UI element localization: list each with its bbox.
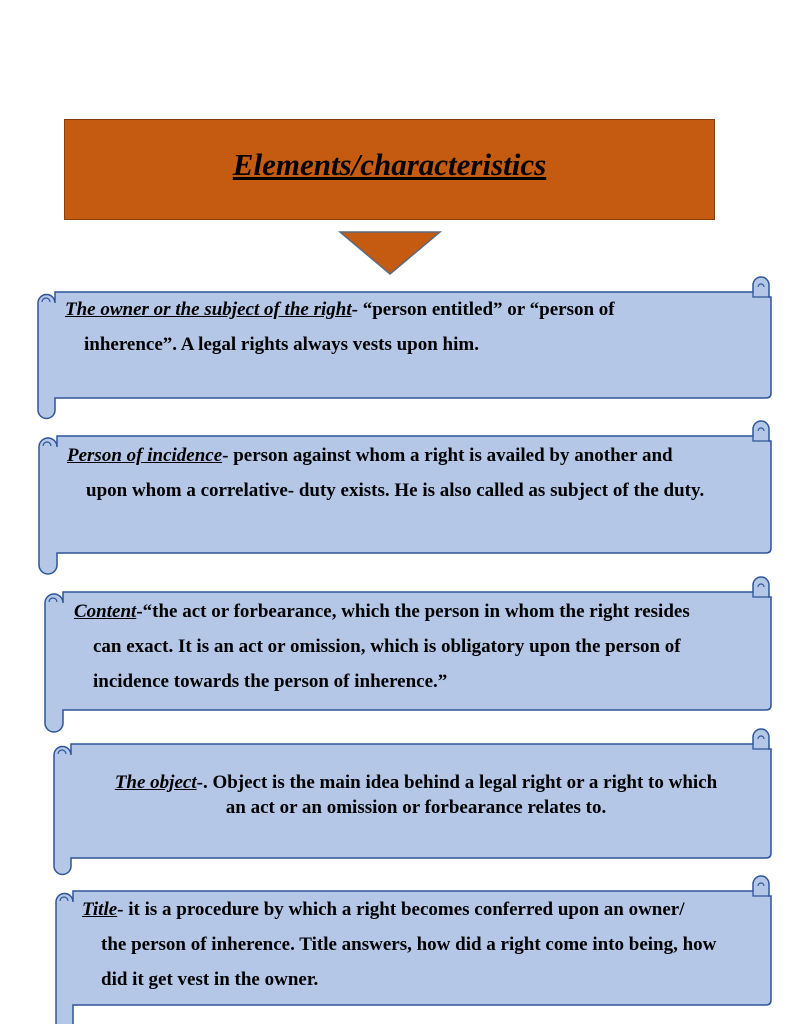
item-line1: person against whom a right is availed by another and — [233, 445, 673, 466]
item-text — [65, 292, 755, 362]
item-separator: - — [117, 899, 124, 920]
scroll-owner — [0, 275, 791, 420]
scroll-object — [0, 725, 791, 880]
item-text — [67, 438, 757, 508]
item-line1: “the act or forbearance, which the person in whom the right resides — [142, 601, 690, 622]
item-separator: - — [222, 445, 234, 466]
item-rest: inherence”. A legal rights always vests upon him. — [84, 334, 479, 355]
item-separator: - — [351, 299, 363, 320]
item-text — [82, 892, 762, 997]
item-rest: can exact. It is an act or omission, which is obligatory upon the person of incidence towards the person of inherence.” — [93, 636, 681, 692]
header-banner — [64, 119, 715, 220]
item-label: The owner or the subject of the right — [65, 299, 352, 320]
item-text — [74, 594, 764, 699]
item-label: Content — [74, 601, 137, 622]
item-rest: the person of inherence. Title answers, how did a right come into being, how did it get vest in the owner. — [101, 934, 717, 990]
scroll-incidence — [0, 420, 791, 575]
item-line1: . Object is the main idea behind a legal right or a right to which — [202, 772, 718, 793]
item-label: Person of incidence — [67, 445, 223, 466]
scroll-content — [0, 575, 791, 735]
scroll-title — [0, 870, 791, 1024]
down-arrow-icon — [330, 218, 450, 278]
item-rest: upon whom a correlative- duty exists. He is also called as subject of the duty. — [86, 480, 705, 501]
item-separator: - — [196, 772, 203, 793]
item-rest: an act or an omission or forbearance relates to. — [225, 797, 607, 818]
item-label: Title — [82, 899, 118, 920]
item-text — [71, 770, 761, 820]
item-label: The object — [114, 772, 197, 793]
item-separator: - — [136, 601, 143, 622]
item-line1: “person entitled” or “person of — [362, 299, 615, 320]
item-line1: it is a procedure by which a right becomes conferred upon an owner/ — [123, 899, 685, 920]
page-title: Elements/characteristics — [232, 146, 547, 182]
